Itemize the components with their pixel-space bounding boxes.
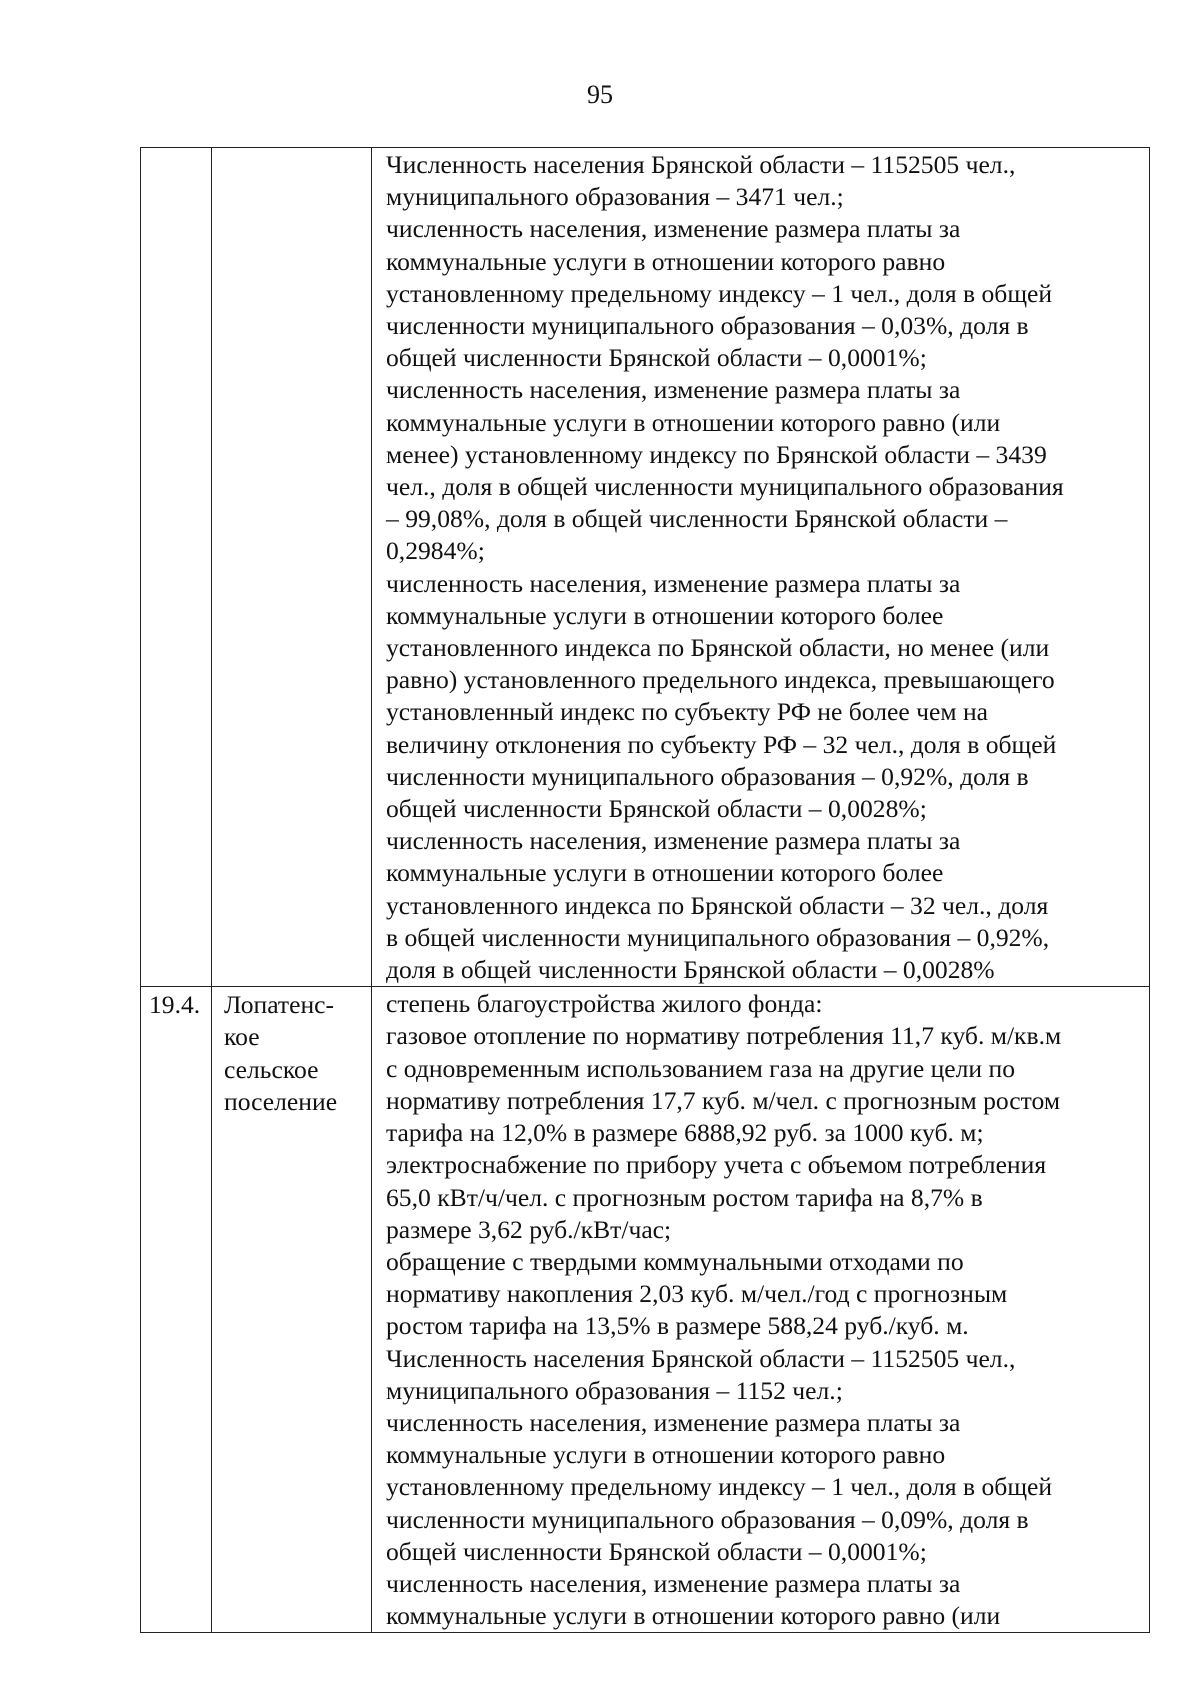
description-line: численность населения, изменение размера платы за xyxy=(386,1568,961,1598)
description-line: коммунальные услуги в отношении которого равно xyxy=(386,246,946,276)
description-line: чел., доля в общей численности муниципального образования xyxy=(386,472,1064,502)
description-line: степень благоустройства жилого фонда: xyxy=(386,989,823,1019)
table-row xyxy=(141,148,1150,987)
description-line: обращение с твердыми коммунальными отходами по xyxy=(386,1246,964,1276)
settlement-name-cell xyxy=(212,148,372,987)
description-line: установленному предельному индексу – 1 чел., доля в общей xyxy=(386,1472,1053,1502)
description-line: численность населения, изменение размера платы за xyxy=(386,826,961,856)
row-number: 19.4. xyxy=(149,990,201,1020)
description-line: установленного индекса по Брянской области, но менее (или xyxy=(386,633,1050,663)
settlement-name-line: сельское xyxy=(224,1054,319,1084)
description-line: – 99,08%, доля в общей численности Брянской области – xyxy=(386,504,1008,534)
settlement-name-line: поселение xyxy=(224,1086,338,1116)
description-line: установленного индекса по Брянской области – 32 чел., доля xyxy=(386,890,1049,920)
description-line: равно) установленного предельного индекса, превышающего xyxy=(386,665,1055,695)
description-line: газовое отопление по нормативу потребления 11,7 куб. м/кв.м xyxy=(386,1021,1062,1051)
description-line: менее) установленному индексу по Брянской области – 3439 xyxy=(386,439,1047,469)
table-row xyxy=(141,987,1150,1633)
description-line: общей численности Брянской области – 0,0028%; xyxy=(386,794,927,824)
page-number: 95 xyxy=(587,80,613,109)
description-line: электроснабжение по прибору учета с объемом потребления xyxy=(386,1150,1047,1180)
document-table xyxy=(140,147,1150,1633)
description-line: коммунальные услуги в отношении которого равно (или xyxy=(386,1601,1001,1631)
description-line: 65,0 кВт/ч/чел. с прогнозным ростом тарифа на 8,7% в xyxy=(386,1182,983,1212)
description-line: численность населения, изменение размера платы за xyxy=(386,1407,961,1437)
description-line: в общей численности муниципального образования – 0,92%, xyxy=(386,922,1050,952)
description-line: численность населения, изменение размера платы за xyxy=(386,568,961,598)
description-line: коммунальные услуги в отношении которого более xyxy=(386,858,944,888)
description-line: величину отклонения по субъекту РФ – 32 чел., доля в общей xyxy=(386,729,1057,759)
settlement-name-cell xyxy=(212,987,372,1633)
description-line: доля в общей численности Брянской области – 0,0028% xyxy=(386,955,995,985)
description-line: ростом тарифа на 13,5% в размере 588,24 руб./куб. м. xyxy=(386,1311,969,1341)
description-line: муниципального образования – 3471 чел.; xyxy=(386,182,844,212)
description-line: размере 3,62 руб./кВт/час; xyxy=(386,1214,672,1244)
description-line: общей численности Брянской области – 0,0001%; xyxy=(386,1536,927,1566)
description-line: численность населения, изменение размера платы за xyxy=(386,375,961,405)
description-line: 0,2984%; xyxy=(386,536,485,566)
description-line: Численность населения Брянской области – 1152505 чел., xyxy=(386,1343,1016,1373)
settlement-name-line: Лопатенс- xyxy=(224,990,335,1020)
settlement-name-line: кое xyxy=(224,1022,260,1052)
description-line: нормативу потребления 17,7 куб. м/чел. с прогнозным ростом xyxy=(386,1085,1061,1115)
description-line: тарифа на 12,0% в размере 6888,92 руб. за 1000 куб. м; xyxy=(386,1118,984,1148)
description-line: нормативу накопления 2,03 куб. м/чел./год с прогнозным xyxy=(386,1279,1008,1309)
table-body xyxy=(141,148,1150,1633)
description-line: муниципального образования – 1152 чел.; xyxy=(386,1375,843,1405)
description-line: коммунальные услуги в отношении которого равно xyxy=(386,1440,946,1470)
description-line: установленный индекс по субъекту РФ не более чем на xyxy=(386,697,989,727)
description-line: с одновременным использованием газа на другие цели по xyxy=(386,1053,1016,1083)
description-cell xyxy=(372,148,1150,987)
description-line: общей численности Брянской области – 0,0001%; xyxy=(386,343,927,373)
description-line: численность населения, изменение размера платы за xyxy=(386,214,961,244)
description-line: установленному предельному индексу – 1 чел., доля в общей xyxy=(386,278,1053,308)
row-number-cell xyxy=(141,987,212,1633)
description-line: численности муниципального образования – 0,09%, доля в xyxy=(386,1504,1029,1534)
description-line: численности муниципального образования – 0,03%, доля в xyxy=(386,311,1029,341)
description-line: коммунальные услуги в отношении которого более xyxy=(386,600,944,630)
description-line: Численность населения Брянской области – 1152505 чел., xyxy=(386,150,1016,179)
description-line: численности муниципального образования – 0,92%, доля в xyxy=(386,761,1029,791)
row-number-cell xyxy=(141,148,212,987)
description-cell xyxy=(372,987,1150,1633)
description-line: коммунальные услуги в отношении которого равно (или xyxy=(386,407,1001,437)
